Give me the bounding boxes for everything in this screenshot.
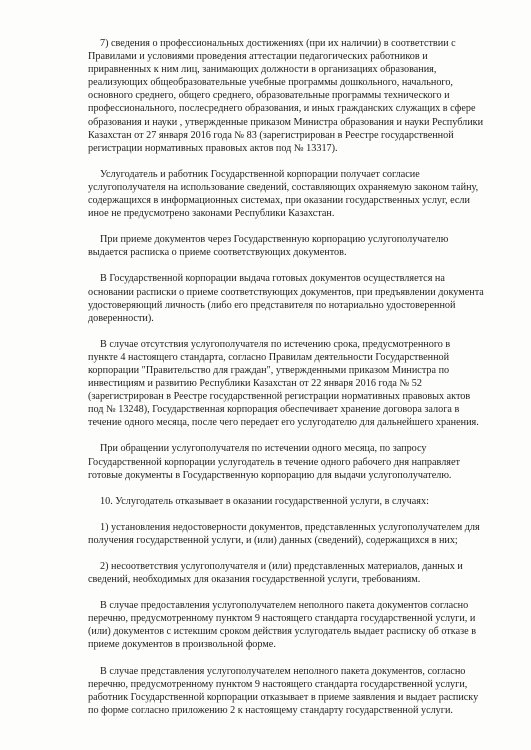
text-line: приеме документов в произвольной форме.: [88, 639, 276, 651]
text-line: перечню, предусмотренному пунктом 9 настоящего стандарта государственной услуги, и: [88, 613, 476, 625]
text-line: Государственной корпорации услугодатель в течение одного рабочего дня направляет: [88, 456, 460, 468]
text-line: При приеме документов через Государственную корпорацию услугополучателю: [100, 234, 449, 246]
text-line: основании расписки о приеме соответствующих документов, при предъявлении документа: [88, 286, 484, 298]
text-line: В Государственной корпорации выдача готовых документов осуществляется на: [100, 273, 445, 285]
text-line: регистрации нормативных правовых актов под № 13317).: [88, 142, 338, 154]
text-line: течение одного месяца, после чего передает его услугодателю для дальнейшего хранения.: [88, 417, 479, 429]
paragraph-item-10-1: [88, 521, 489, 547]
text-line: Услугодатель и работник Государственной корпорации получает согласие: [100, 168, 420, 180]
text-line: перечню, предусмотренному пунктом 9 настоящего стандарта государственной услуги,: [88, 678, 468, 690]
text-line: пункте 4 настоящего стандарта, согласно Правилам деятельности Государственной: [88, 351, 450, 363]
text-line: содержащихся в информационных системах, при оказании государственных услуг, если: [88, 195, 470, 207]
text-line: иное не предусмотрено законами Республики Казахстан.: [88, 208, 335, 220]
text-line: работник Государственной корпорации отказывает в приеме заявления и выдает расписку: [88, 691, 479, 703]
text-line: 1) установления недостоверности документов, представленных услугополучателем для: [100, 521, 480, 533]
text-line: удостоверяющий личность (либо его представителя по нотариально удостоверенной: [88, 299, 456, 311]
text-line: (зарегистрирован в Реестре государственной регистрации нормативных правовых актов: [88, 391, 471, 403]
text-line: выдается расписка о приеме соответствующих документов.: [88, 247, 347, 259]
text-line: основного среднего, общего среднего, образовательные программы технического и: [88, 90, 450, 102]
paragraph-incomplete-1: [88, 599, 489, 651]
text-line: 10. Услугодатель отказывает в оказании государственной услуги, в случаях:: [100, 495, 429, 507]
text-line: В случае предоставления услугополучателем неполного пакета документов согласно: [100, 600, 469, 612]
text-line: 7) сведения о профессиональных достижениях (при их наличии) в соответствии с: [100, 38, 456, 49]
paragraph-consent: [88, 168, 489, 220]
text-line: инвестициям и развитию Республики Казахстан от 22 января 2016 года № 52: [88, 378, 422, 390]
paragraph-item-7: [88, 37, 489, 155]
text-line: по форме согласно приложению 2 к настоящему стандарту государственной услуги.: [88, 704, 453, 716]
text-line: услугополучателя на использование сведений, составляющих охраняемую законом тайну,: [88, 181, 479, 193]
paragraph-absence: [88, 338, 489, 430]
text-line: При обращении услугополучателя по истечении одного месяца, по запросу: [100, 443, 427, 455]
paragraph-receipt: [88, 233, 489, 259]
text-line: Казахстан от 27 января 2016 года № 83 (зарегистрирован в Реестре государственной: [88, 129, 454, 141]
text-line: реализующих общеобразовательные учебные программы дошкольного, начального,: [88, 77, 453, 89]
text-line: образования и науки , утвержденные приказом Министра образования и науки Республики: [88, 116, 484, 128]
text-line: Правилами и условиями проведения аттестации педагогических работников и: [88, 51, 428, 63]
text-line: доверенности).: [88, 312, 154, 324]
paragraph-incomplete-2: [88, 665, 489, 717]
text-line: В случае отсутствия услугополучателя по истечению срока, предусмотренного в: [100, 338, 451, 350]
paragraph-item-10: [88, 495, 489, 508]
text-line: В случае представления услугополучателем неполного пакета документов, согласно: [100, 665, 466, 677]
text-line: получения государственной услуги, и (или) данных (сведений), содержащихся в них;: [88, 534, 458, 546]
paragraph-item-10-2: [88, 560, 489, 586]
paragraph-request: [88, 442, 489, 481]
text-line: корпорации "Правительство для граждан", утвержденными приказом Министра по: [88, 364, 450, 376]
text-line: сведений, необходимых для оказания государственной услуги, требованиям.: [88, 574, 421, 586]
text-line: 2) несоответствия услугополучателя и (или) представленных материалов, данных и: [100, 561, 463, 572]
text-line: под № 13248), Государственная корпорация обеспечивает хранение договора залога в: [88, 404, 460, 416]
text-line: готовые документы в Государственную корпорацию для выдачи услугополучателю.: [88, 469, 452, 481]
text-line: приравненных к ним лиц, занимающих должности в организациях образования,: [88, 64, 437, 76]
paragraph-issue: [88, 272, 489, 324]
text-line: профессионального, послесреднего образования, и иных гражданских служащих в сфере: [88, 103, 476, 115]
text-line: (или) документов с истекшим сроком действия услугодатель выдает расписку об отказе в: [88, 626, 477, 638]
